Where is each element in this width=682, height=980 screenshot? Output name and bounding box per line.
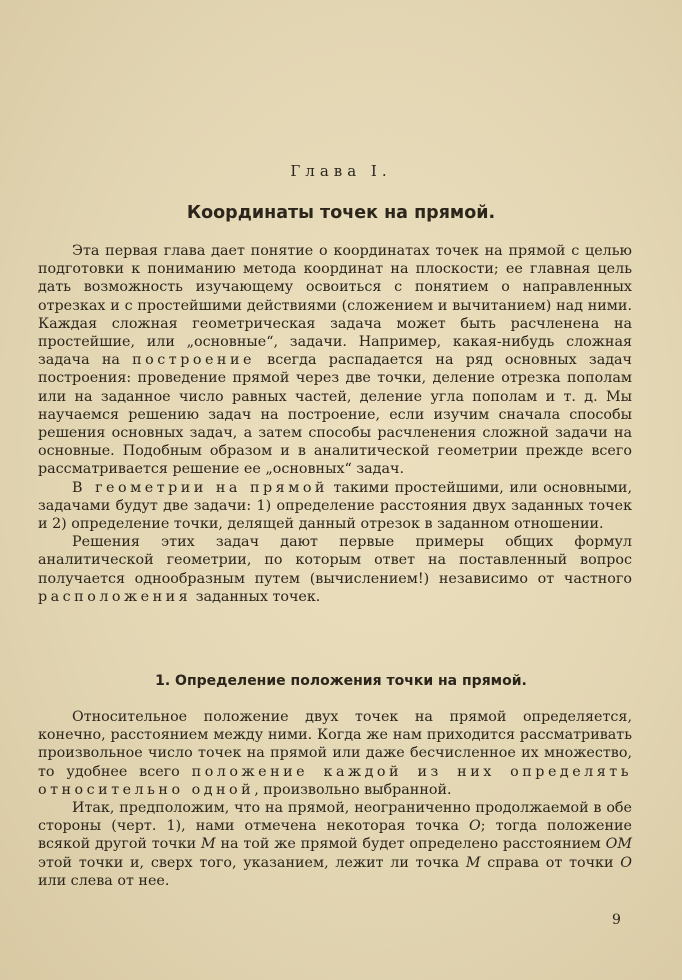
intro-paragraph-2 [38, 479, 632, 534]
text-run: этой точки и, сверх того, указанием, лежит ли точка [38, 854, 466, 871]
text-run: или слева от нее. [38, 872, 170, 889]
text-run: Итак, предположим, что на прямой, неограниченно продолжаемой в обе стороны (черт. 1), нами отмечена некоторая точка [38, 800, 632, 835]
text-run: Решения этих задач дают первые примеры общих формул аналитической геометрии, по которым ответ на поставленный вопрос получается однообразным путем (вычислением!) независимо от частного [38, 534, 632, 587]
text-run: Эта первая глава дает понятие о координатах точек на прямой с целью подготовки к пониманию метода координат на плоскости; ее главная цель дать возможность изучающему освоиться с понятием о направленных отрезках и с простейшими действиями (сложением и вычитанием) над ними. Каждая сложная геометрическая задача может быть расчленена на простейшие, или „основные“, задачи. Например, какая-нибудь сложная задача на [38, 243, 632, 369]
text-run: , произвольно выбранной. [254, 781, 452, 798]
intro-paragraph-3 [38, 533, 632, 606]
chapter-title: Координаты точек на прямой. [186, 203, 496, 223]
text-run: всегда распадается на ряд основных задач построения: проведение прямой через две точки, деление отрезка пополам или на заданное число равных частей, деление угла пополам и т. д. Мы научаемся решению задач на построение, если изучим сначала способы решения основных задач, а затем способы расчленения сложной задачи на основные. Подобным образом и в аналитической геометрии прежде всего рассматривается решение ее „основных“ задач. [38, 352, 632, 478]
text-run: Относительное положение двух точек на прямой определяется, конечно, расстоянием между ними. Когда же нам приходится рассматривать произвольное число точек на прямой или даже бесчисленное их множество, то удобнее всего [38, 709, 632, 780]
text-run: такими простейшими, или основными, задачами будут две задачи: 1) определение расстояния двух заданных точек и 2) определение точки, делящей данный отрезок в заданном отношении. [38, 479, 632, 533]
text-run: на той же прямой будет определено расстоянием [215, 836, 606, 853]
math-symbol: O [469, 818, 481, 835]
section-paragraph-1 [38, 708, 632, 799]
math-symbol: M [201, 836, 216, 853]
spaced-emphasis: построение [132, 352, 255, 369]
math-symbol: M [465, 854, 481, 871]
math-symbol: O [620, 854, 632, 871]
intro-paragraph-1 [38, 242, 632, 479]
section-body [38, 708, 632, 890]
spaced-emphasis: положение каждой из них определять относительно одной [38, 763, 632, 798]
chapter-label: Глава I. [290, 162, 392, 180]
spaced-emphasis: расположения [38, 588, 192, 605]
math-symbol: OM [605, 836, 632, 853]
text-run: справа от точки [480, 854, 621, 871]
page-number: 9 [612, 912, 621, 928]
section-paragraph-2 [38, 799, 632, 890]
section-title: 1. Определение положения точки на прямой. [155, 673, 527, 689]
spaced-emphasis: В геометрии на прямой [72, 479, 328, 496]
text-run: заданных точек. [191, 588, 321, 605]
text-run: ; тогда положение всякой другой точки [38, 818, 632, 853]
chapter-intro [38, 242, 632, 606]
